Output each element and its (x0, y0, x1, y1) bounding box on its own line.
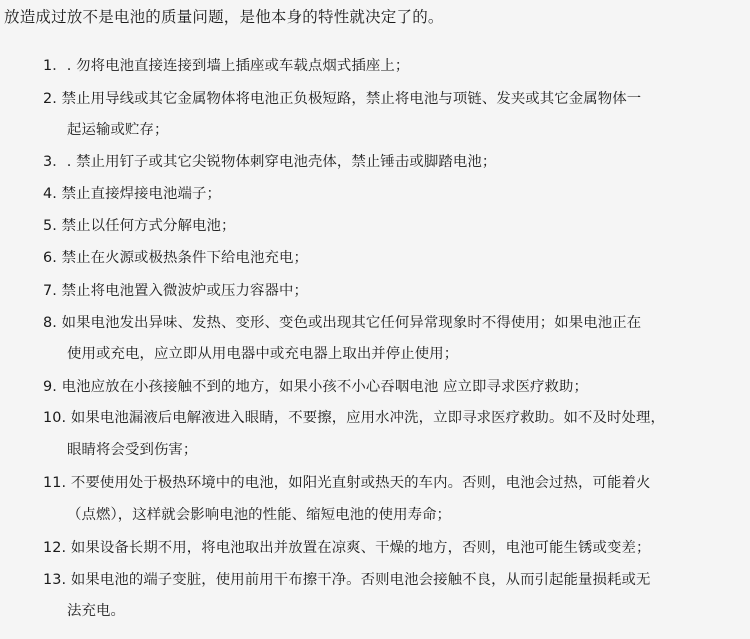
list-item-7: 7. 禁止将电池置入微波炉或压力容器中； (43, 283, 308, 299)
list-item-2-continuation: 起运输或贮存； (67, 122, 169, 138)
list-item-12: 12. 如果设备长期不用，将电池取出并放置在凉爽、干燥的地方，否则，电池可能生锈或变差； (43, 540, 651, 556)
list-item-4: 4. 禁止直接焊接电池端子； (43, 186, 222, 202)
list-item-13: 13. 如果电池的端子变脏，使用前用干布擦干净。否则电池会接触不良，从而引起能量损耗或无 (43, 572, 651, 588)
list-item-1: 1．. 勿将电池直接连接到墙上插座或车载点烟式插座上； (43, 58, 410, 74)
list-item-13-continuation: 法充电。 (67, 603, 125, 619)
list-item-8-continuation: 使用或充电，应立即从用电器中或充电器上取出并停止使用； (67, 346, 459, 362)
document-heading: 放造成过放不是电池的质量问题，是他本身的特性就决定了的。 (4, 8, 444, 26)
list-item-10: 10. 如果电池漏液后电解液进入眼睛，不要擦，应用水冲洗，立即寻求医疗救助。如不及时处理， (43, 410, 665, 426)
list-item-2: 2. 禁止用导线或其它金属物体将电池正负极短路，禁止将电池与项链、发夹或其它金属物体一 (43, 91, 642, 107)
list-item-11-continuation: （点燃），这样就会影响电池的性能、缩短电池的使用寿命； (67, 507, 452, 523)
list-item-11: 11. 不要使用处于极热环境中的电池，如阳光直射或热天的车内。否则，电池会过热，可能着火 (43, 475, 651, 491)
list-item-10-continuation: 眼睛将会受到伤害； (67, 442, 198, 458)
list-item-6: 6. 禁止在火源或极热条件下给电池充电； (43, 250, 308, 266)
list-item-5: 5. 禁止以任何方式分解电池； (43, 218, 236, 234)
list-item-3: 3．. 禁止用钉子或其它尖锐物体刺穿电池壳体，禁止锤击或脚踏电池； (43, 154, 497, 170)
list-item-9: 9. 电池应放在小孩接触不到的地方，如果小孩不小心吞咽电池 应立即寻求医疗救助； (43, 379, 588, 395)
list-item-8: 8. 如果电池发出异味、发热、变形、变色或出现其它任何异常现象时不得使用；如果电池正在 (43, 315, 642, 331)
